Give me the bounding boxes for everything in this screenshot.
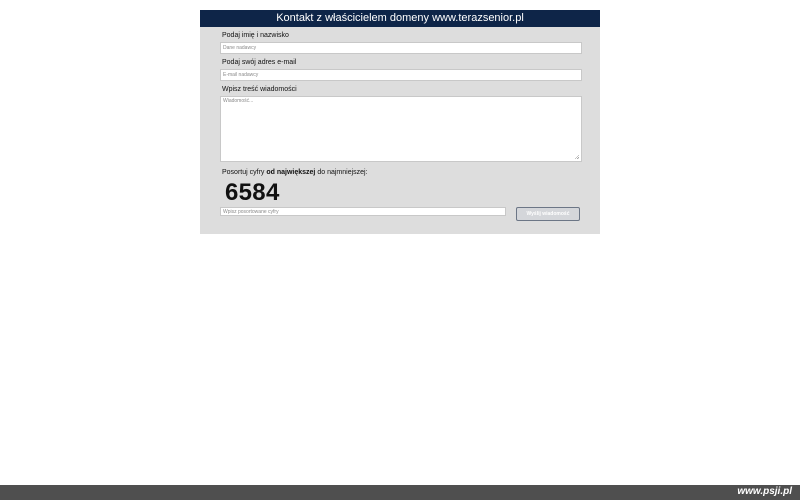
captcha-input[interactable] (220, 207, 506, 216)
captcha-instruction (222, 169, 368, 176)
message-label: Wpisz treść wiadomości (222, 86, 297, 93)
contact-form-panel (200, 10, 600, 234)
captcha-instruction-end: do najmniejszej: (317, 169, 368, 176)
form-title: Kontakt z właścicielem domeny www.terazsenior.pl (200, 10, 600, 27)
name-input[interactable] (220, 42, 582, 54)
message-textarea[interactable] (220, 96, 582, 162)
email-input[interactable] (220, 69, 582, 81)
footer-bar (0, 485, 800, 500)
captcha-digits: 6584 (225, 179, 280, 206)
captcha-instruction-start: Posortuj cyfry (222, 169, 265, 176)
name-label: Podaj imię i nazwisko (222, 32, 289, 39)
email-label: Podaj swój adres e-mail (222, 59, 297, 66)
resize-grip-icon[interactable] (574, 154, 579, 159)
footer-brand-link[interactable]: www.psji.pl (737, 486, 792, 497)
send-message-button[interactable]: Wyślij wiadomość (516, 207, 580, 221)
captcha-instruction-bold: od największej (266, 169, 316, 176)
